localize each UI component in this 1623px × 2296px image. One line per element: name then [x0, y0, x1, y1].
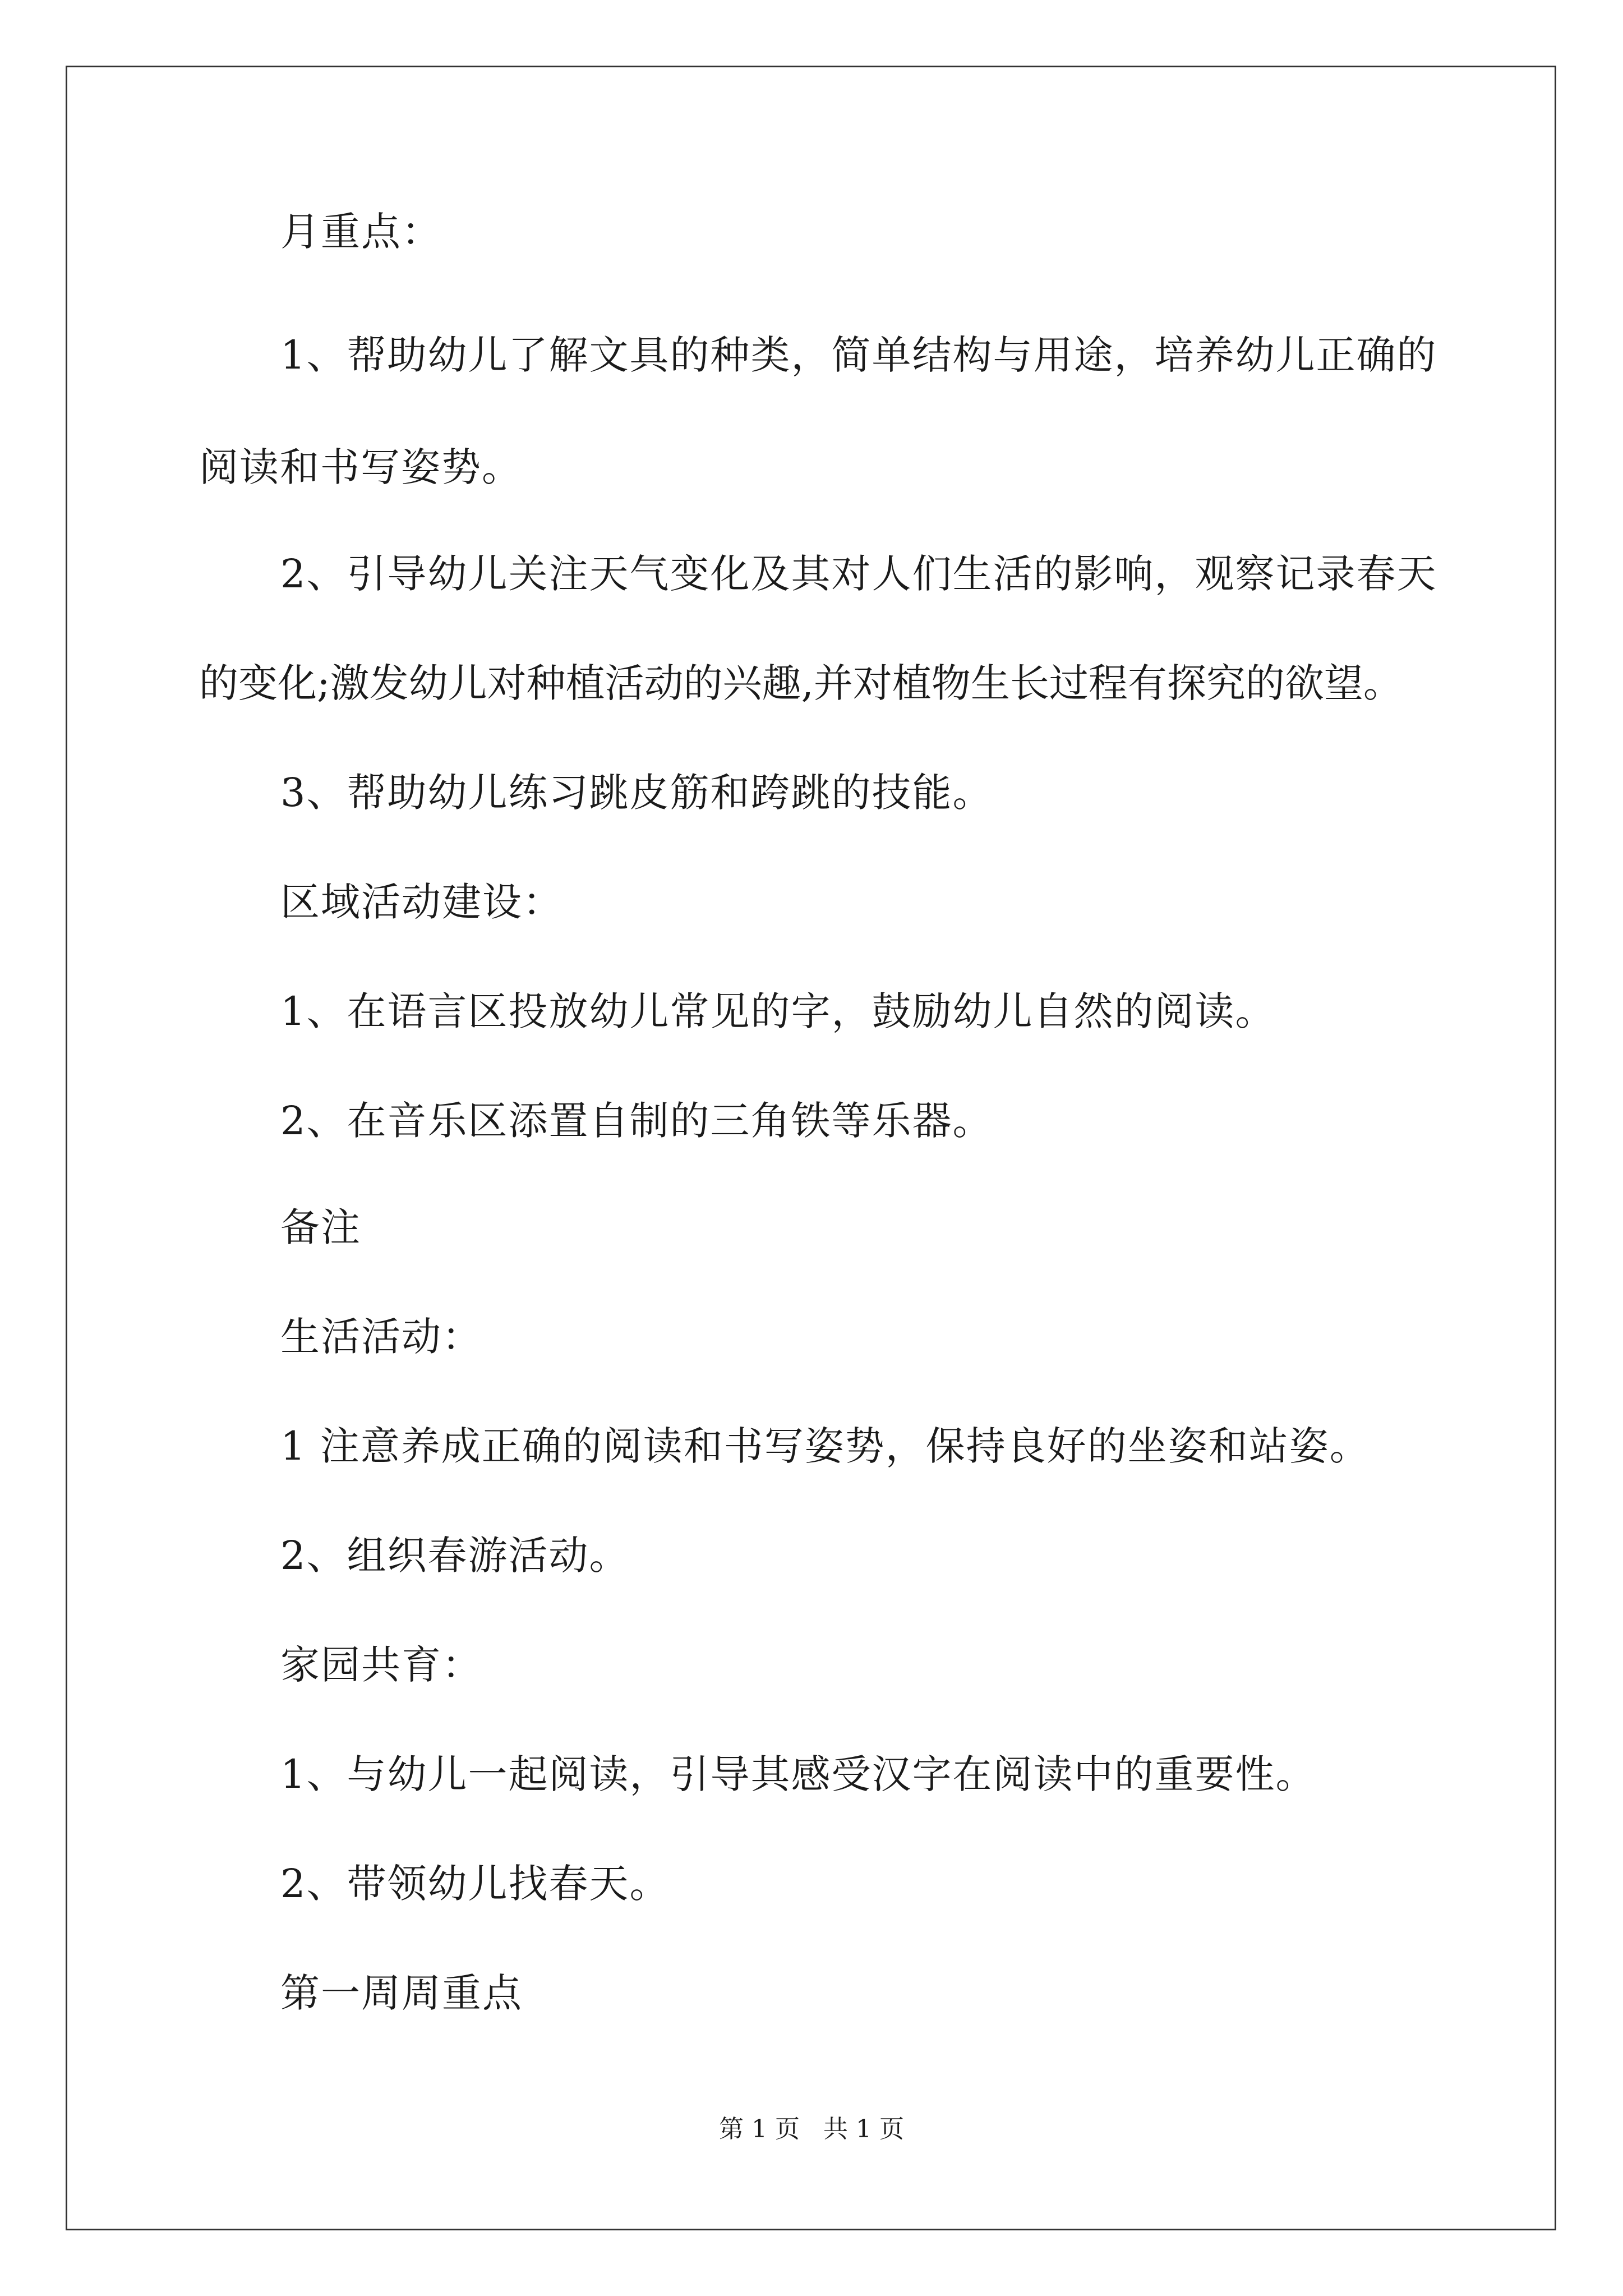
heading-month-focus: 月重点：: [280, 209, 442, 255]
heading-home-school: 家园共育：: [280, 1642, 482, 1688]
paragraph-line: 2、组织春游活动。: [280, 1533, 630, 1579]
paragraph-line: 1、在语言区投放幼儿常见的字，鼓励幼儿自然的阅读。: [280, 988, 1276, 1034]
paragraph-line: 阅读和书写姿势。: [199, 444, 522, 490]
paragraph-line: 1、帮助幼儿了解文具的种类，简单结构与用途，培养幼儿正确的: [280, 332, 1437, 378]
paragraph-line: 2、在音乐区添置自制的三角铁等乐器。: [280, 1098, 993, 1144]
paragraph-line: 2、带领幼儿找春天。: [280, 1861, 670, 1907]
heading-remarks: 备注: [280, 1204, 361, 1250]
heading-life-activities: 生活活动：: [280, 1314, 482, 1360]
paragraph-line: 2、引导幼儿关注天气变化及其对人们生活的影响，观察记录春天: [280, 551, 1437, 597]
paragraph-line: 1、与幼儿一起阅读，引导其感受汉字在阅读中的重要性。: [280, 1751, 1316, 1797]
heading-area-activities: 区域活动建设：: [280, 879, 563, 925]
heading-week-one: 第一周周重点: [280, 1970, 523, 2016]
page-footer: 第 1 页 共 1 页: [719, 2115, 904, 2143]
paragraph-line: 3、帮助幼儿练习跳皮筋和跨跳的技能。: [280, 770, 993, 816]
paragraph-line: 1 注意养成正确的阅读和书写姿势，保持良好的坐姿和站姿。: [280, 1423, 1370, 1469]
paragraph-line: 的变化;激发幼儿对种植活动的兴趣,并对植物生长过程有探究的欲望。: [199, 660, 1403, 706]
